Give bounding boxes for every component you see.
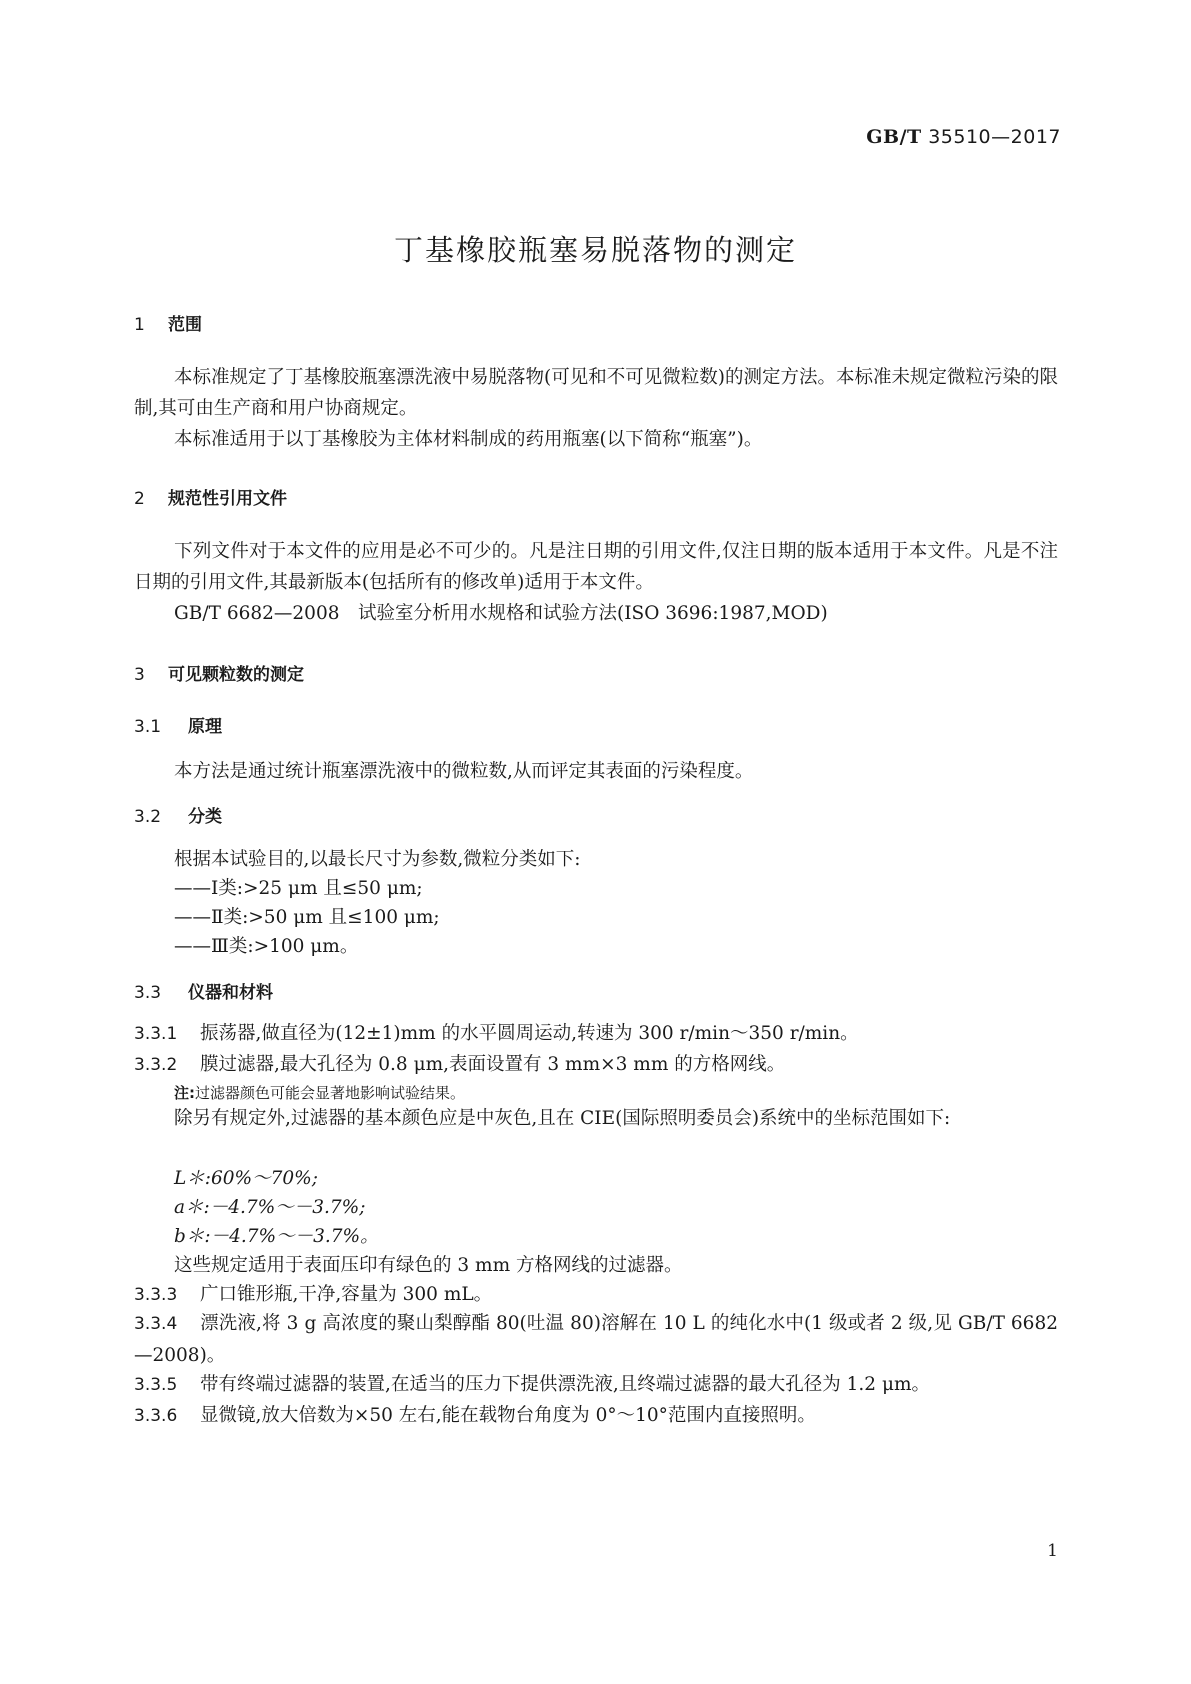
section-title: 可见颗粒数的测定 (168, 665, 304, 685)
section-heading-3-2 (134, 802, 222, 827)
item-3-3-5: 3.3.5 带有终端过滤器的装置,在适当的压力下提供漂洗液,且终端过滤器的最大孔径为 1.2 μm。 (134, 1374, 931, 1395)
page-number: 1 (1047, 1541, 1058, 1561)
item-3-3-6: 3.3.6 显微镜,放大倍数为×50 左右,能在载物台角度为 0°～10°范围内直接照明。 (134, 1405, 816, 1426)
note-label: 注: (174, 1084, 195, 1102)
standard-year: 35510—2017 (928, 126, 1061, 148)
section-title: 原理 (188, 717, 222, 737)
section-heading-3-3 (134, 978, 273, 1003)
principle-paragraph: 本方法是通过统计瓶塞漂洗液中的微粒数,从而评定其表面的污染程度。 (174, 761, 754, 782)
note-text: 过滤器颜色可能会显著地影响试验结果。 (195, 1084, 466, 1102)
section-heading-3 (134, 660, 304, 685)
color-b-value: b＊:－4.7%～－3.7%。 (174, 1226, 379, 1247)
section-number: 2 (134, 489, 145, 509)
section-title: 范围 (168, 315, 202, 335)
section-number: 3.1 (134, 717, 162, 737)
section-heading-3-1 (134, 712, 222, 737)
class-2-item: ——Ⅱ类:>50 μm 且≤100 μm; (174, 907, 440, 928)
section-number: 3 (134, 665, 145, 685)
section-heading-2 (134, 484, 287, 509)
color-l-value: L＊:60%～70%; (174, 1168, 318, 1189)
class-1-item: ——Ⅰ类:>25 μm 且≤50 μm; (174, 878, 423, 899)
item-3-3-4: 3.3.4 漂洗液,将 3 g 高浓度的聚山梨醇酯 80(吐温 80)溶解在 10 L 的纯化水中(1 级或者 2 级,见 GB/T 6682—2008)。 (134, 1313, 1058, 1366)
normative-reference: GB/T 6682—2008 试验室分析用水规格和试验方法(ISO 3696:1987,MOD) (174, 603, 828, 624)
section-title: 仪器和材料 (188, 983, 273, 1003)
item-3-3-1: 3.3.1 振荡器,做直径为(12±1)mm 的水平圆周运动,转速为 300 r/min～350 r/min。 (134, 1023, 859, 1044)
filter-color-paragraph: 除另有规定外,过滤器的基本颜色应是中灰色,且在 CIE(国际照明委员会)系统中的坐标范围如下: (174, 1108, 951, 1129)
class-3-item: ——Ⅲ类:>100 μm。 (174, 936, 359, 957)
scope-paragraph-2: 本标准适用于以丁基橡胶为主体材料制成的药用瓶塞(以下简称“瓶塞”)。 (174, 429, 763, 450)
standard-code: GB/T (866, 126, 922, 148)
classification-intro: 根据本试验目的,以最长尺寸为参数,微粒分类如下: (174, 849, 581, 870)
section-title: 分类 (188, 807, 222, 827)
normative-paragraph: 下列文件对于本文件的应用是必不可少的。凡是注日期的引用文件,仅注日期的版本适用于本文件。凡是不注日期的引用文件,其最新版本(包括所有的修改单)适用于本文件。 (134, 541, 1058, 593)
document-title: 丁基橡胶瓶塞易脱落物的测定 (393, 233, 797, 267)
section-heading-1 (134, 310, 202, 335)
green-grid-paragraph: 这些规定适用于表面压印有绿色的 3 mm 方格网线的过滤器。 (174, 1255, 683, 1276)
section-number: 3.2 (134, 807, 162, 827)
section-number: 3.3 (134, 983, 162, 1003)
section-number: 1 (134, 315, 145, 335)
section-title: 规范性引用文件 (168, 489, 287, 509)
scope-paragraph-1: 本标准规定了丁基橡胶瓶塞漂洗液中易脱落物(可见和不可见微粒数)的测定方法。本标准未规定微粒污染的限制,其可由生产商和用户协商规定。 (134, 367, 1058, 419)
filter-note (174, 1082, 465, 1103)
standard-number (866, 126, 1061, 148)
item-3-3-3: 3.3.3 广口锥形瓶,干净,容量为 300 mL。 (134, 1284, 493, 1305)
item-3-3-2: 3.3.2 膜过滤器,最大孔径为 0.8 μm,表面设置有 3 mm×3 mm 的方格网线。 (134, 1054, 786, 1075)
color-a-value: a＊:－4.7%～－3.7%; (174, 1197, 366, 1218)
